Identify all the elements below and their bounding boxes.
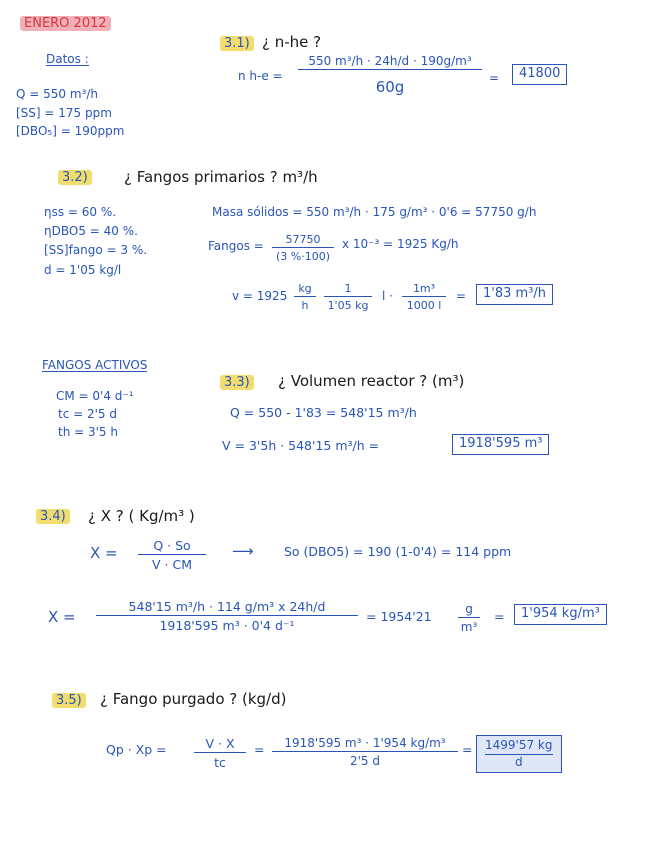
v-lhs: v = 1925 <box>232 289 288 303</box>
x-lhs: X = <box>90 544 118 562</box>
v-frac-3-num: 1m³ <box>402 282 446 297</box>
v-frac-1-num: kg <box>294 282 316 297</box>
v-frac-2 <box>324 282 372 312</box>
result-3-2: 1'83 m³/h <box>476 284 553 305</box>
x2-denominator: 1918'595 m³ · 0'4 d⁻¹ <box>159 618 295 633</box>
qp-frac-2-den: 2'5 d <box>350 754 380 768</box>
datos-q: Q = 550 m³/h <box>16 87 98 101</box>
v-frac-3 <box>402 282 446 312</box>
v-frac-1 <box>294 282 316 312</box>
x2-unit-num: g <box>458 602 480 618</box>
question-3-5: ¿ Fango purgado ? (kg/d) <box>100 690 287 708</box>
fangos-fraction <box>272 233 334 263</box>
qp-frac-2-num: 1918'595 m³ · 1'954 kg/m³ <box>272 736 458 752</box>
section-tag-3-1: 3.1) <box>220 36 254 51</box>
datos-label: Datos : <box>46 52 89 66</box>
qp-fraction-1 <box>194 736 246 770</box>
v-mid: l · <box>382 289 393 303</box>
qp-lhs: Qp · Xp = <box>106 742 167 757</box>
page-title: ENERO 2012 <box>20 16 111 31</box>
v-frac-2-num: 1 <box>324 282 372 297</box>
fangos-th: th = 3'5 h <box>58 425 118 439</box>
arrow-icon: ⟶ <box>232 542 254 560</box>
x-denominator: V · CM <box>152 557 192 572</box>
fangos-cm: CM = 0'4 d⁻¹ <box>56 389 134 403</box>
section-tag-3-4: 3.4) <box>36 509 70 524</box>
data-eta-dbo: ηDBO5 = 40 %. <box>44 224 138 238</box>
x2-unit <box>458 602 480 634</box>
fangos-lhs: Fangos = <box>208 239 264 253</box>
fangos-denominator: (3 %·100) <box>275 250 331 263</box>
qp-fraction-2 <box>272 736 458 768</box>
result-3-3: 1918'595 m³ <box>452 434 549 455</box>
nhe-lhs: n h-e = <box>238 69 283 83</box>
fangos-tc: tc = 2'5 d <box>58 407 117 421</box>
data-eta-ss: ηss = 60 %. <box>44 205 117 219</box>
v-equals: = <box>456 289 467 303</box>
section-tag-3-2: 3.2) <box>58 170 92 185</box>
section-tag-3-3: 3.3) <box>220 375 254 390</box>
nhe-numerator: 550 m³/h · 24h/d · 190g/m³ <box>298 54 482 70</box>
fangos-numerator: 57750 <box>272 233 334 248</box>
so-line: So (DBO5) = 190 (1-0'4) = 114 ppm <box>284 544 512 559</box>
qp-frac-1-num: V · X <box>194 736 246 753</box>
nhe-fraction <box>298 54 482 96</box>
x2-unit-den: m³ <box>460 620 478 634</box>
x2-equals: = <box>494 609 505 624</box>
nhe-denominator: 60g <box>375 78 405 96</box>
result-3-5-den: d <box>514 754 523 769</box>
question-3-1: ¿ n-he ? <box>262 33 322 51</box>
section-tag-3-5: 3.5) <box>52 693 86 708</box>
qp-equals-2: = <box>462 742 473 757</box>
nhe-equals: = <box>489 71 500 85</box>
qp-equals-1: = <box>254 742 265 757</box>
question-3-3: ¿ Volumen reactor ? (m³) <box>278 372 465 390</box>
question-3-4: ¿ X ? ( Kg/m³ ) <box>88 507 195 525</box>
data-density: d = 1'05 kg/l <box>44 263 122 277</box>
x-fraction <box>138 538 206 572</box>
x2-mid: = 1954'21 <box>366 609 432 624</box>
v-frac-2-den: 1'05 kg <box>327 299 369 312</box>
v-frac-1-den: h <box>301 299 309 312</box>
x2-fraction <box>96 599 358 633</box>
datos-ss: [SS] = 175 ppm <box>16 106 112 120</box>
x-numerator: Q · So <box>138 538 206 555</box>
fangos-activos-title: FANGOS ACTIVOS <box>42 358 148 372</box>
question-3-2: ¿ Fangos primarios ? m³/h <box>124 168 318 186</box>
v-line-3-3: V = 3'5h · 548'15 m³/h = <box>222 438 380 453</box>
result-3-1: 41800 <box>512 64 567 85</box>
x2-numerator: 548'15 m³/h · 114 g/m³ x 24h/d <box>96 599 358 616</box>
qp-frac-1-den: tc <box>214 755 226 770</box>
result-3-4: 1'954 kg/m³ <box>514 604 607 625</box>
masa-solidos-line: Masa sólidos = 550 m³/h · 175 g/m³ · 0'6 = 57750 g/h <box>212 205 537 219</box>
x2-lhs: X = <box>48 608 76 626</box>
datos-dbo: [DBO₅] = 190ppm <box>16 124 125 138</box>
result-3-5-num: 1499'57 kg <box>485 738 553 755</box>
fangos-rest: x 10⁻³ = 1925 Kg/h <box>342 237 459 251</box>
v-frac-3-den: 1000 l <box>406 299 442 312</box>
result-3-5 <box>476 735 562 773</box>
q-line-3-3: Q = 550 - 1'83 = 548'15 m³/h <box>230 405 417 420</box>
data-ss-fango: [SS]fango = 3 %. <box>44 243 148 257</box>
